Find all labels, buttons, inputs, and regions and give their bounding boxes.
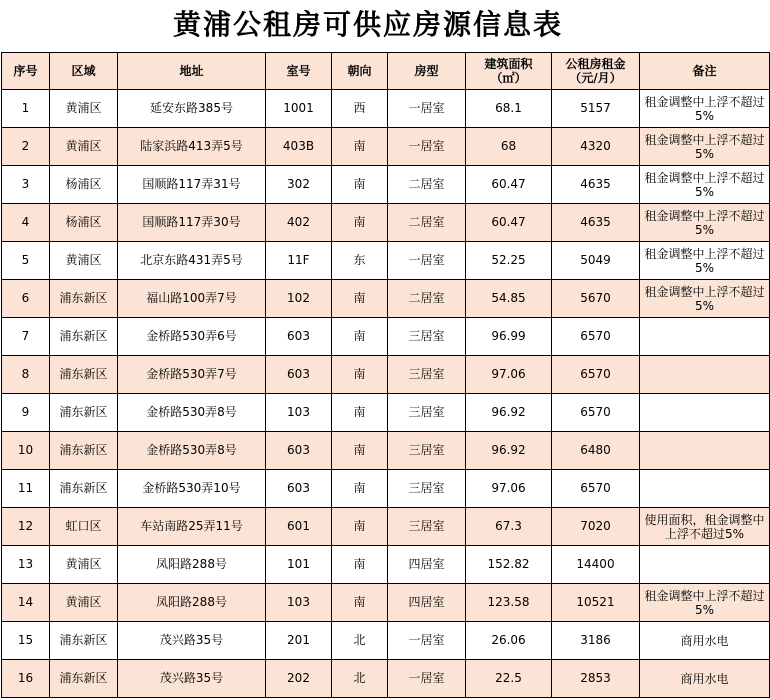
header-address: 地址 — [118, 53, 266, 90]
cell-note — [640, 394, 770, 432]
cell-type: 二居室 — [388, 166, 466, 204]
cell-room: 201 — [266, 622, 332, 660]
cell-rent: 4635 — [552, 204, 640, 242]
cell-room: 603 — [266, 356, 332, 394]
cell-seq: 16 — [2, 660, 50, 698]
cell-type: 二居室 — [388, 204, 466, 242]
cell-note: 租金调整中上浮不超过5% — [640, 242, 770, 280]
cell-district: 杨浦区 — [50, 166, 118, 204]
cell-room: 302 — [266, 166, 332, 204]
cell-district: 浦东新区 — [50, 432, 118, 470]
cell-type: 三居室 — [388, 508, 466, 546]
header-area-line2: （㎡） — [490, 71, 527, 85]
cell-orientation: 南 — [332, 128, 388, 166]
cell-note: 商用水电 — [640, 660, 770, 698]
cell-district: 黄浦区 — [50, 128, 118, 166]
cell-type: 四居室 — [388, 546, 466, 584]
cell-room: 101 — [266, 546, 332, 584]
cell-seq: 1 — [2, 90, 50, 128]
cell-orientation: 南 — [332, 394, 388, 432]
cell-orientation: 南 — [332, 280, 388, 318]
cell-rent: 3186 — [552, 622, 640, 660]
cell-district: 浦东新区 — [50, 356, 118, 394]
table-row — [2, 318, 770, 356]
cell-type: 一居室 — [388, 90, 466, 128]
cell-orientation: 北 — [332, 622, 388, 660]
table-row — [2, 546, 770, 584]
cell-area: 123.58 — [466, 584, 552, 622]
header-orientation: 朝向 — [332, 53, 388, 90]
cell-room: 603 — [266, 470, 332, 508]
cell-seq: 4 — [2, 204, 50, 242]
cell-address: 凤阳路288号 — [118, 546, 266, 584]
table-row — [2, 622, 770, 660]
cell-seq: 8 — [2, 356, 50, 394]
cell-seq: 10 — [2, 432, 50, 470]
header-seq: 序号 — [2, 53, 50, 90]
cell-note: 租金调整中上浮不超过5% — [640, 90, 770, 128]
cell-room: 1001 — [266, 90, 332, 128]
cell-room: 202 — [266, 660, 332, 698]
cell-district: 浦东新区 — [50, 622, 118, 660]
cell-orientation: 南 — [332, 356, 388, 394]
cell-note — [640, 470, 770, 508]
table-row — [2, 280, 770, 318]
cell-area: 68 — [466, 128, 552, 166]
cell-note — [640, 432, 770, 470]
cell-note — [640, 546, 770, 584]
cell-area: 52.25 — [466, 242, 552, 280]
cell-note: 租金调整中上浮不超过5% — [640, 166, 770, 204]
cell-orientation: 东 — [332, 242, 388, 280]
cell-district: 浦东新区 — [50, 280, 118, 318]
cell-rent: 5049 — [552, 242, 640, 280]
cell-room: 102 — [266, 280, 332, 318]
cell-address: 国顺路117弄30号 — [118, 204, 266, 242]
header-rent — [552, 53, 640, 90]
cell-seq: 14 — [2, 584, 50, 622]
header-room: 室号 — [266, 53, 332, 90]
cell-orientation: 南 — [332, 470, 388, 508]
cell-area: 54.85 — [466, 280, 552, 318]
cell-district: 浦东新区 — [50, 318, 118, 356]
cell-address: 凤阳路288号 — [118, 584, 266, 622]
header-area-line1: 建筑面积 — [484, 57, 533, 71]
cell-district: 黄浦区 — [50, 546, 118, 584]
cell-rent: 5670 — [552, 280, 640, 318]
cell-area: 67.3 — [466, 508, 552, 546]
cell-type: 二居室 — [388, 280, 466, 318]
cell-orientation: 南 — [332, 584, 388, 622]
cell-type: 一居室 — [388, 622, 466, 660]
table-body — [2, 90, 770, 698]
header-rent-line2: （元/月） — [569, 71, 622, 85]
cell-district: 黄浦区 — [50, 90, 118, 128]
cell-type: 三居室 — [388, 470, 466, 508]
cell-seq: 3 — [2, 166, 50, 204]
cell-seq: 12 — [2, 508, 50, 546]
table-row — [2, 394, 770, 432]
header-type: 房型 — [388, 53, 466, 90]
cell-room: 601 — [266, 508, 332, 546]
cell-room: 103 — [266, 394, 332, 432]
housing-table — [1, 52, 770, 698]
cell-address: 车站南路25弄11号 — [118, 508, 266, 546]
cell-rent: 4320 — [552, 128, 640, 166]
cell-note — [640, 318, 770, 356]
cell-seq: 2 — [2, 128, 50, 166]
table-row — [2, 166, 770, 204]
cell-address: 金桥路530弄7号 — [118, 356, 266, 394]
cell-orientation: 北 — [332, 660, 388, 698]
cell-rent: 4635 — [552, 166, 640, 204]
cell-type: 三居室 — [388, 356, 466, 394]
cell-orientation: 南 — [332, 166, 388, 204]
cell-note: 租金调整中上浮不超过5% — [640, 280, 770, 318]
cell-room: 402 — [266, 204, 332, 242]
cell-type: 一居室 — [388, 242, 466, 280]
cell-address: 金桥路530弄8号 — [118, 432, 266, 470]
cell-rent: 6570 — [552, 394, 640, 432]
table-row — [2, 584, 770, 622]
cell-area: 96.99 — [466, 318, 552, 356]
cell-rent: 6480 — [552, 432, 640, 470]
cell-room: 603 — [266, 432, 332, 470]
table-row — [2, 242, 770, 280]
cell-note — [640, 356, 770, 394]
cell-rent: 2853 — [552, 660, 640, 698]
cell-note: 使用面积，租金调整中上浮不超过5% — [640, 508, 770, 546]
header-row — [2, 53, 770, 90]
cell-address: 国顺路117弄31号 — [118, 166, 266, 204]
cell-seq: 6 — [2, 280, 50, 318]
cell-type: 三居室 — [388, 432, 466, 470]
header-area — [466, 53, 552, 90]
cell-area: 60.47 — [466, 204, 552, 242]
cell-district: 浦东新区 — [50, 660, 118, 698]
cell-area: 60.47 — [466, 166, 552, 204]
cell-orientation: 南 — [332, 204, 388, 242]
cell-address: 北京东路431弄5号 — [118, 242, 266, 280]
cell-rent: 6570 — [552, 356, 640, 394]
cell-address: 陆家浜路413弄5号 — [118, 128, 266, 166]
cell-area: 97.06 — [466, 356, 552, 394]
cell-rent: 14400 — [552, 546, 640, 584]
cell-seq: 11 — [2, 470, 50, 508]
cell-address: 延安东路385号 — [118, 90, 266, 128]
table-row — [2, 356, 770, 394]
cell-note: 租金调整中上浮不超过5% — [640, 584, 770, 622]
cell-note: 租金调整中上浮不超过5% — [640, 204, 770, 242]
cell-area: 68.1 — [466, 90, 552, 128]
cell-area: 22.5 — [466, 660, 552, 698]
cell-room: 403B — [266, 128, 332, 166]
cell-room: 11F — [266, 242, 332, 280]
cell-note: 商用水电 — [640, 622, 770, 660]
cell-orientation: 南 — [332, 546, 388, 584]
cell-type: 一居室 — [388, 128, 466, 166]
cell-orientation: 西 — [332, 90, 388, 128]
cell-area: 96.92 — [466, 432, 552, 470]
cell-district: 浦东新区 — [50, 470, 118, 508]
table-row — [2, 660, 770, 698]
cell-room: 603 — [266, 318, 332, 356]
cell-area: 152.82 — [466, 546, 552, 584]
table-row — [2, 204, 770, 242]
cell-note: 租金调整中上浮不超过5% — [640, 128, 770, 166]
table-row — [2, 508, 770, 546]
table-row — [2, 432, 770, 470]
cell-orientation: 南 — [332, 508, 388, 546]
cell-type: 一居室 — [388, 660, 466, 698]
cell-rent: 10521 — [552, 584, 640, 622]
cell-rent: 7020 — [552, 508, 640, 546]
cell-orientation: 南 — [332, 432, 388, 470]
cell-seq: 9 — [2, 394, 50, 432]
cell-area: 97.06 — [466, 470, 552, 508]
cell-type: 四居室 — [388, 584, 466, 622]
cell-rent: 6570 — [552, 470, 640, 508]
table-row — [2, 90, 770, 128]
cell-district: 黄浦区 — [50, 242, 118, 280]
cell-address: 茂兴路35号 — [118, 622, 266, 660]
header-note: 备注 — [640, 53, 770, 90]
cell-district: 浦东新区 — [50, 394, 118, 432]
cell-district: 杨浦区 — [50, 204, 118, 242]
cell-room: 103 — [266, 584, 332, 622]
cell-address: 福山路100弄7号 — [118, 280, 266, 318]
cell-district: 黄浦区 — [50, 584, 118, 622]
table-row — [2, 128, 770, 166]
cell-address: 金桥路530弄8号 — [118, 394, 266, 432]
page-title: 黄浦公租房可供应房源信息表 — [172, 8, 563, 41]
cell-district: 虹口区 — [50, 508, 118, 546]
cell-address: 金桥路530弄6号 — [118, 318, 266, 356]
cell-area: 96.92 — [466, 394, 552, 432]
cell-seq: 13 — [2, 546, 50, 584]
table-row — [2, 470, 770, 508]
cell-type: 三居室 — [388, 318, 466, 356]
cell-rent: 6570 — [552, 318, 640, 356]
cell-orientation: 南 — [332, 318, 388, 356]
header-rent-line1: 公租房租金 — [565, 57, 626, 71]
cell-seq: 15 — [2, 622, 50, 660]
cell-address: 金桥路530弄10号 — [118, 470, 266, 508]
cell-area: 26.06 — [466, 622, 552, 660]
cell-type: 三居室 — [388, 394, 466, 432]
cell-seq: 7 — [2, 318, 50, 356]
cell-address: 茂兴路35号 — [118, 660, 266, 698]
cell-seq: 5 — [2, 242, 50, 280]
cell-rent: 5157 — [552, 90, 640, 128]
header-district: 区域 — [50, 53, 118, 90]
